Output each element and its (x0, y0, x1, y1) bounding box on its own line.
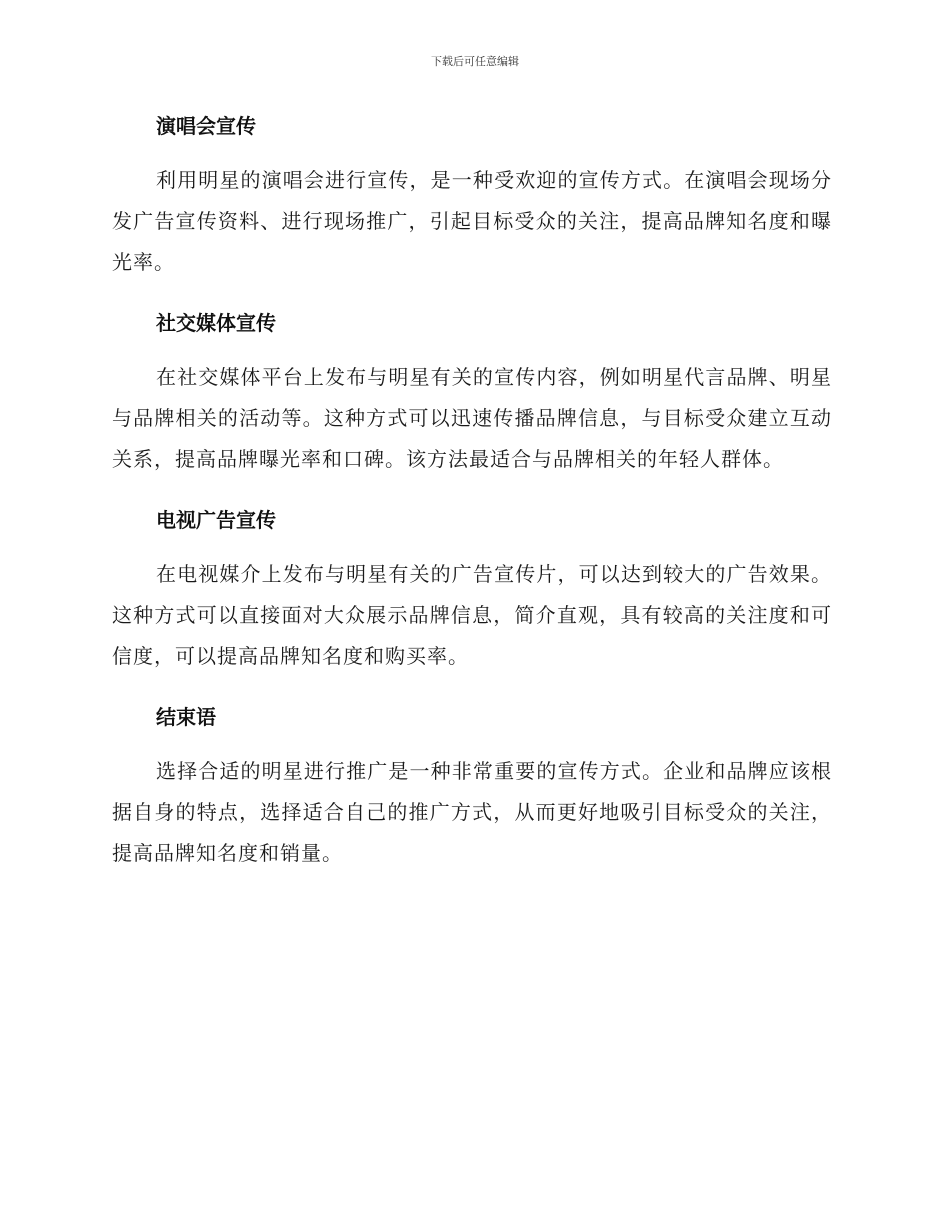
section-paragraph: 利用明星的演唱会进行宣传，是一种受欢迎的宣传方式。在演唱会现场分发广告宣传资料、进行现场推广，引起目标受众的关注，提高品牌知名度和曝光率。 (112, 168, 832, 274)
section-heading: 结束语 (156, 705, 216, 729)
section-heading: 社交媒体宣传 (156, 311, 276, 335)
section-heading: 演唱会宣传 (156, 114, 256, 138)
page-header: 下载后可任意编辑 (431, 55, 519, 68)
section-paragraph: 选择合适的明星进行推广是一种非常重要的宣传方式。企业和品牌应该根据自身的特点，选择适合自己的推广方式，从而更好地吸引目标受众的关注，提高品牌知名度和销量。 (112, 759, 832, 865)
section-heading: 电视广告宣传 (156, 508, 276, 532)
section-concert-promotion (112, 106, 832, 283)
section-social-media-promotion (112, 303, 832, 480)
section-conclusion (112, 697, 832, 874)
section-tv-ad-promotion (112, 500, 832, 677)
document-body (112, 106, 832, 894)
section-paragraph: 在社交媒体平台上发布与明星有关的宣传内容，例如明星代言品牌、明星与品牌相关的活动等。这种方式可以迅速传播品牌信息，与目标受众建立互动关系，提高品牌曝光率和口碑。该方法最适合与品牌相关的年轻人群体。 (112, 365, 832, 471)
section-paragraph: 在电视媒介上发布与明星有关的广告宣传片，可以达到较大的广告效果。这种方式可以直接面对大众展示品牌信息，简介直观，具有较高的关注度和可信度，可以提高品牌知名度和购买率。 (112, 562, 832, 668)
